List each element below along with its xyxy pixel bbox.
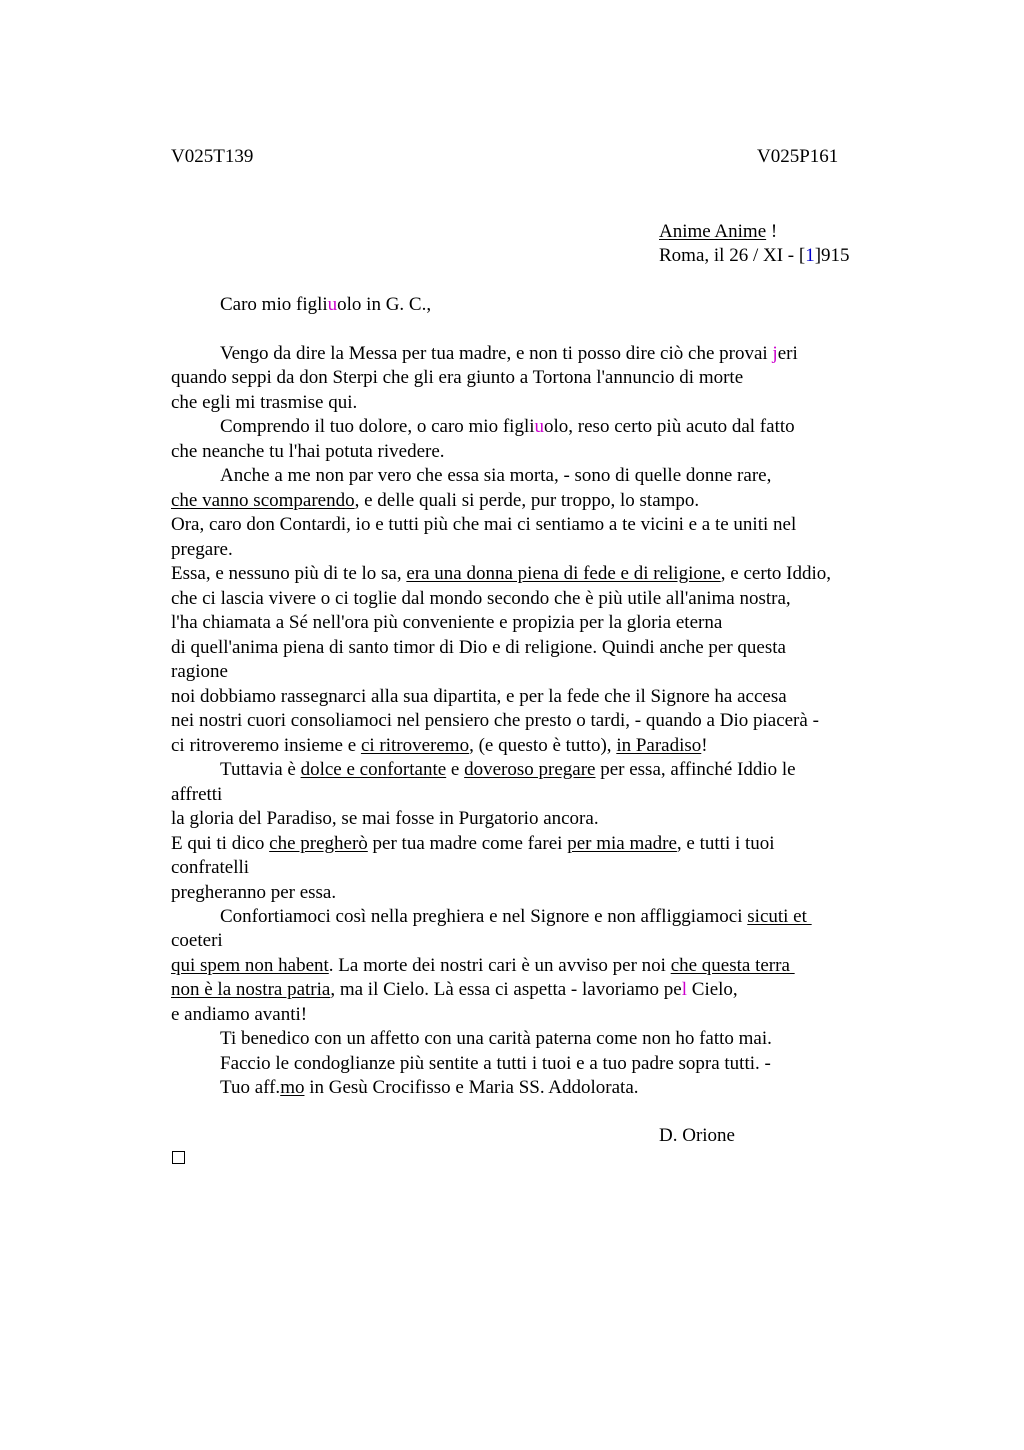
body-line: la gloria del Paradiso, se mai fosse in Purgatorio ancora. xyxy=(171,808,599,829)
signature: D. Orione xyxy=(659,1125,735,1146)
text-span: , (e questo è tutto), xyxy=(469,735,617,756)
date-correction: 1 xyxy=(805,245,815,266)
body-line xyxy=(171,562,831,586)
text-span: per essa, affinché Iddio le xyxy=(595,759,796,780)
text-span: olo in G. C., xyxy=(337,294,432,315)
body-line: coeteri xyxy=(171,930,223,951)
motto-mark: ! xyxy=(766,221,778,242)
text-span: ]915 xyxy=(814,245,850,266)
text-span: doveroso pregare xyxy=(464,759,596,780)
text-span: Tuttavia è xyxy=(220,759,301,780)
body-line: e andiamo avanti! xyxy=(171,1004,308,1025)
text-span: ! xyxy=(701,735,708,756)
body-line: di quell'anima piena di santo timor di Dio e di religione. Quindi anche per questa xyxy=(171,637,786,658)
text-span: , ma il Cielo. Là essa ci aspetta - lavoriamo pe xyxy=(330,979,682,1000)
body-line: nei nostri cuori consoliamoci nel pensiero che presto o tardi, - quando a Dio piacerà - xyxy=(171,710,819,731)
body-line xyxy=(220,905,812,929)
text-span: e xyxy=(446,759,465,780)
body-line xyxy=(171,489,699,513)
text-span: Confortiamoci così nella preghiera e nel Signore e non affliggiamoci xyxy=(220,906,748,927)
body-line: Ora, caro don Contardi, io e tutti più che mai ci sentiamo a te vicini e a te uniti nel xyxy=(171,514,797,535)
end-mark-box-icon xyxy=(172,1151,185,1164)
text-span: qui spem non habent xyxy=(171,955,329,976)
text-span: ci ritroveremo insieme e xyxy=(171,735,361,756)
body-line xyxy=(220,342,798,366)
body-line: pregare. xyxy=(171,539,233,560)
body-line: noi dobbiamo rassegnarci alla sua dipartita, e per la fede che il Signore ha accesa xyxy=(171,686,787,707)
body-line: pregheranno per essa. xyxy=(171,882,337,903)
body-line xyxy=(171,832,775,856)
text-span: era una donna piena di fede e di religione xyxy=(406,563,721,584)
body-line: Anche a me non par vero che essa sia morta, - sono di quelle donne rare, xyxy=(220,465,772,486)
body-line: quando seppi da don Sterpi che gli era giunto a Tortona l'annuncio di morte xyxy=(171,367,744,388)
body-line: affretti xyxy=(171,784,223,805)
text-span: , e delle quali si perde, pur troppo, lo stampo. xyxy=(354,490,700,511)
motto-heading xyxy=(659,221,777,243)
text-span: Essa, e nessuno più di te lo sa, xyxy=(171,563,407,584)
body-line: Faccio le condoglianze più sentite a tutti i tuoi e a tuo padre sopra tutti. - xyxy=(220,1053,771,1074)
body-line: che ci lascia vivere o ci toglie dal mondo secondo che è più utile all'anima nostra, xyxy=(171,588,791,609)
text-span: Caro mio figli xyxy=(220,294,328,315)
text-span: olo, reso certo più acuto dal fatto xyxy=(544,416,795,437)
body-line xyxy=(220,758,796,782)
text-span: Cielo, xyxy=(687,979,738,1000)
document-code-left: V025T139 xyxy=(171,146,254,167)
text-span: che pregherò xyxy=(269,833,368,854)
text-span: Vengo da dire la Messa per tua madre, e non ti posso dire ciò che provai xyxy=(220,343,773,364)
body-line: che neanche tu l'hai potuta rivedere. xyxy=(171,441,445,462)
text-span: Roma, il 26 / XI - [ xyxy=(659,245,806,266)
body-line xyxy=(220,415,795,439)
text-span: , e certo Iddio, xyxy=(720,563,832,584)
body-line: l'ha chiamata a Sé nell'ora più conveniente e propizia per la gloria eterna xyxy=(171,612,723,633)
text-span: per mia madre xyxy=(567,833,677,854)
text-span: per tua madre come farei xyxy=(367,833,568,854)
text-span: mo xyxy=(280,1077,305,1098)
document-code-right: V025P161 xyxy=(757,146,839,167)
body-line: che egli mi trasmise qui. xyxy=(171,392,358,413)
text-span: . La morte dei nostri cari è un avviso per noi xyxy=(328,955,671,976)
body-line: Ti benedico con un affetto con una carità paterna come non ho fatto mai. xyxy=(220,1028,772,1049)
body-line: confratelli xyxy=(171,857,250,878)
salutation xyxy=(220,294,431,316)
body-line xyxy=(171,978,738,1002)
text-span: che questa terra xyxy=(670,955,795,976)
date-line xyxy=(659,245,850,267)
text-span: Tuo aff. xyxy=(220,1077,281,1098)
text-span: che vanno scomparendo xyxy=(171,490,355,511)
text-span: Comprendo il tuo dolore, o caro mio figli xyxy=(220,416,535,437)
text-correction: u xyxy=(534,416,545,437)
text-span: eri xyxy=(777,343,798,364)
text-correction: u xyxy=(327,294,338,315)
text-correction: l xyxy=(681,979,688,1000)
text-span: sicuti et xyxy=(747,906,812,927)
body-line xyxy=(171,734,708,758)
text-span: ci ritroveremo xyxy=(360,735,470,756)
text-span: in Gesù Crocifisso e Maria SS. Addolorata. xyxy=(304,1077,639,1098)
body-line xyxy=(171,954,795,978)
motto-text: Anime Anime xyxy=(659,221,767,242)
text-span: E qui ti dico xyxy=(171,833,270,854)
text-span: in Paradiso xyxy=(616,735,702,756)
text-span: dolce e confortante xyxy=(300,759,447,780)
text-span: , e tutti i tuoi xyxy=(676,833,775,854)
text-correction: j xyxy=(772,343,778,364)
body-line: ragione xyxy=(171,661,228,682)
body-line xyxy=(220,1076,639,1100)
text-span: non è la nostra patria xyxy=(171,979,331,1000)
